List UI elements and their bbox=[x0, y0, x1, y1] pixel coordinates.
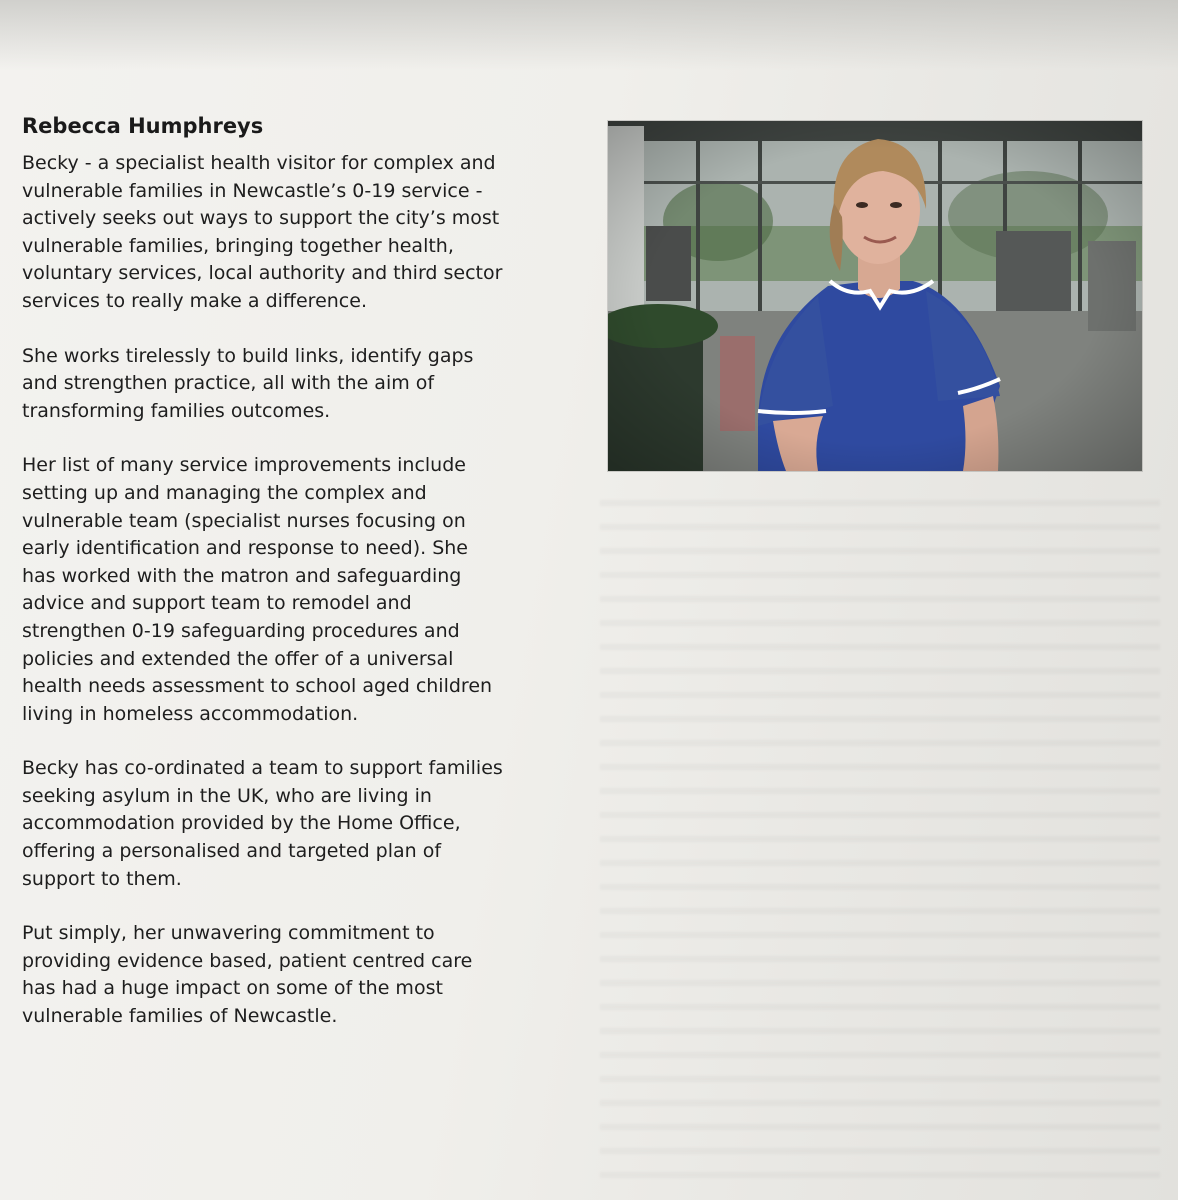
paragraph-line: vulnerable team (specialist nurses focusing on bbox=[22, 509, 466, 532]
paragraph-line: living in homeless accommodation. bbox=[22, 702, 359, 725]
paragraph-line: and strengthen practice, all with the aim of bbox=[22, 372, 435, 395]
paragraph-line: accommodation provided by the Home Office, bbox=[22, 812, 461, 835]
paragraph-line: seeking asylum in the UK, who are living in bbox=[22, 784, 432, 807]
paragraph-3 bbox=[22, 452, 592, 728]
profile-article bbox=[22, 112, 592, 1058]
photo-vignette bbox=[608, 121, 1142, 471]
paragraph-2 bbox=[22, 343, 592, 426]
paragraph-line: Put simply, her unwavering commitment to bbox=[22, 922, 435, 945]
paragraph-line: services to really make a difference. bbox=[22, 289, 367, 312]
paragraph-line: actively seeks out ways to support the city’s most bbox=[22, 207, 500, 230]
paragraph-line: health needs assessment to school aged children bbox=[22, 675, 493, 698]
paragraph-line: Her list of many service improvements include bbox=[22, 454, 466, 477]
paragraph-line: has worked with the matron and safeguarding bbox=[22, 564, 462, 587]
paragraph-line: has had a huge impact on some of the most bbox=[22, 977, 443, 1000]
paragraph-line: vulnerable families in Newcastle’s 0-19 service - bbox=[22, 179, 483, 202]
page-top-shadow bbox=[0, 0, 1178, 70]
profile-name: Rebecca Humphreys bbox=[22, 114, 264, 138]
nurse-photo bbox=[608, 121, 1142, 471]
paragraph-line: Becky - a specialist health visitor for complex and bbox=[22, 152, 496, 174]
paragraph-line: providing evidence based, patient centred care bbox=[22, 949, 473, 972]
paragraph-line: vulnerable families of Newcastle. bbox=[22, 1005, 338, 1028]
paragraph-line: early identification and response to need). She bbox=[22, 537, 468, 560]
paragraph-line: voluntary services, local authority and third sector bbox=[22, 262, 503, 285]
show-through-text bbox=[600, 500, 1160, 1180]
paragraph-line: offering a personalised and targeted plan of bbox=[22, 840, 442, 863]
nurse-photo-illustration bbox=[608, 121, 1142, 471]
paragraph-line: advice and support team to remodel and bbox=[22, 592, 412, 615]
paragraph-line: setting up and managing the complex and bbox=[22, 481, 427, 504]
paragraph-5 bbox=[22, 920, 592, 1030]
paragraph-line: vulnerable families, bringing together health, bbox=[22, 234, 454, 257]
paragraph-line: support to them. bbox=[22, 867, 182, 890]
paragraph-1 bbox=[22, 150, 592, 316]
paragraph-line: Becky has co-ordinated a team to support families bbox=[22, 757, 503, 780]
paragraph-line: strengthen 0-19 safeguarding procedures and bbox=[22, 619, 460, 642]
paragraph-4 bbox=[22, 755, 592, 893]
paragraph-line: transforming families outcomes. bbox=[22, 399, 331, 422]
paragraph-line: She works tirelessly to build links, identify gaps bbox=[22, 344, 474, 367]
paragraph-line: policies and extended the offer of a universal bbox=[22, 647, 454, 670]
